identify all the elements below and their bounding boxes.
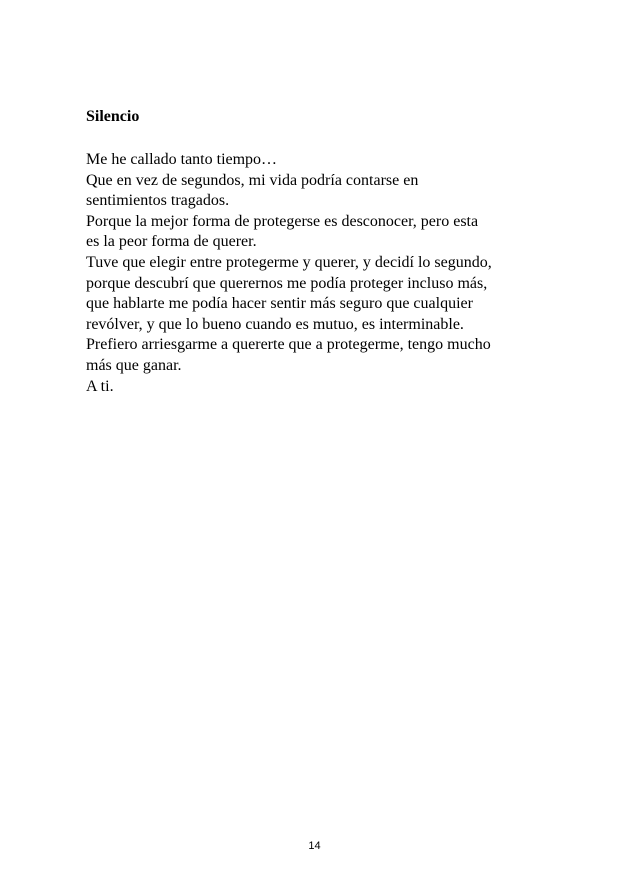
poem-line: Porque la mejor forma de protegerse es desconocer, pero esta	[86, 212, 479, 230]
page-number: 14	[308, 840, 321, 852]
poem-line: Tuve que elegir entre protegerme y querer, y decidí lo segundo,	[86, 253, 492, 271]
poem-line: revólver, y que lo bueno cuando es mutuo, es interminable.	[86, 315, 464, 333]
poem-line: A ti.	[86, 377, 114, 395]
poem-line: que hablarte me podía hacer sentir más seguro que cualquier	[86, 295, 473, 313]
poem-line: porque descubrí que querernos me podía proteger incluso más,	[86, 274, 488, 292]
poem-line: Prefiero arriesgarme a quererte que a protegerme, tengo mucho	[86, 336, 491, 354]
poem-line: Que en vez de segundos, mi vida podría contarse en	[86, 171, 419, 189]
poem-body	[86, 150, 556, 397]
poem-line: más que ganar.	[86, 356, 182, 374]
poem-line: es la peor forma de querer.	[86, 233, 257, 251]
poem-title: Silencio	[86, 108, 140, 125]
poem-line: Me he callado tanto tiempo…	[86, 151, 278, 168]
poem-line: sentimientos tragados.	[86, 192, 230, 210]
